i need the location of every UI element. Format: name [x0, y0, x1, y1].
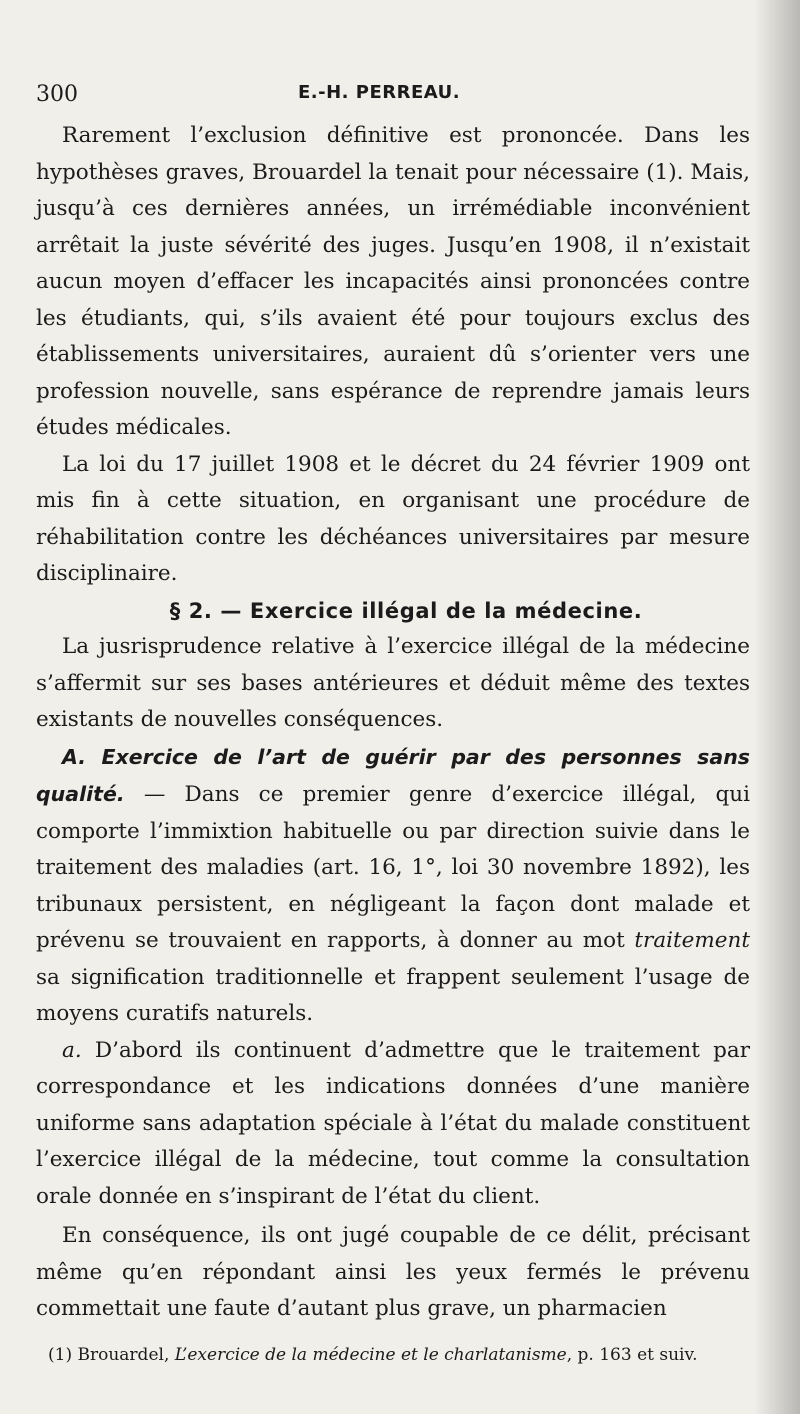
footnote [36, 1344, 750, 1366]
section-title: § 2. — Exercice illégal de la médecine. [169, 598, 643, 623]
footnote-title: L’exercice de la médecine et le charlatanisme [174, 1345, 567, 1365]
paragraph-text: sa signification traditionnelle et frappent seulement l’usage de moyens curatifs naturels. [36, 964, 750, 1026]
paragraph-loi-1908: La loi du 17 juillet 1908 et le décret du 24 février 1909 ont mis fin à cette situation, en organisant une procédure de réhabilitation contre les déchéances universitaires par mesure disciplinaire. [36, 451, 750, 586]
scan-shadow-edge [754, 0, 800, 1414]
italic-term: traitement [634, 928, 750, 953]
enumeration-letter: a. [62, 1037, 82, 1063]
footnote-author: Brouardel, [72, 1345, 175, 1365]
paragraph-text: — Dans ce premier genre d’exercice illégal, qui comporte l’immixtion habituelle ou par direction suivie dans le traitement des maladies (art. 16, 1°, loi 30 novembre 1892), les tribunaux persistent, en négligeant la façon dont malade et prévenu se trouvaient en rapports, à donner au mot [36, 782, 750, 953]
paragraph-exclusion: Rarement l’exclusion définitive est prononcée. Dans les hypothèses graves, Brouardel la tenait pour nécessaire (1). Mais, jusqu’à ces dernières années, un irrémédiable inconvénient arrêtait la juste sévérité des juges. Jusqu’en 1908, il n’existait aucun moyen d’effacer les incapacités ainsi prononcées contre les étudiants, qui, s’ils avaient été pour toujours exclus des établissements universitaires, auraient dû s’orienter vers une profession nouvelle, sans espérance de reprendre jamais leurs études médicales. [36, 123, 750, 440]
paragraph-correspondance [36, 1033, 750, 1216]
paragraph-exercice-sans-qualite [36, 739, 750, 1033]
subsection-heading: A. Exercice de l’art de guérir par des personnes sans qualité. [36, 744, 750, 806]
paragraph-consequence: En conséquence, ils ont jugé coupable de ce délit, précisant même qu’en répondant ainsi les yeux fermés le prévenu commettait une faute d’autant plus grave, un pharmacien [36, 1223, 750, 1321]
page-header [36, 82, 766, 112]
paragraph-jurisprudence: La jusrisprudence relative à l’exercice illégal de la médecine s’affermit sur ses bases antérieures et déduit même des textes existants de nouvelles conséquences. [36, 634, 750, 732]
footnote-reference: , p. 163 et suiv. [566, 1345, 698, 1365]
running-title: E.-H. PERREAU. [298, 82, 461, 103]
body-text [36, 118, 750, 1328]
paragraph-text: D’abord ils continuent d’admettre que le traitement par correspondance et les indications données d’une manière uniforme sans adaptation spéciale à l’état du malade constituent l’exercice illégal de la médecine, tout comme la consultation orale donnée en s’inspirant de l’état du client. [36, 1037, 750, 1209]
page-number: 300 [36, 82, 78, 107]
footnote-marker: (1) [48, 1345, 73, 1365]
